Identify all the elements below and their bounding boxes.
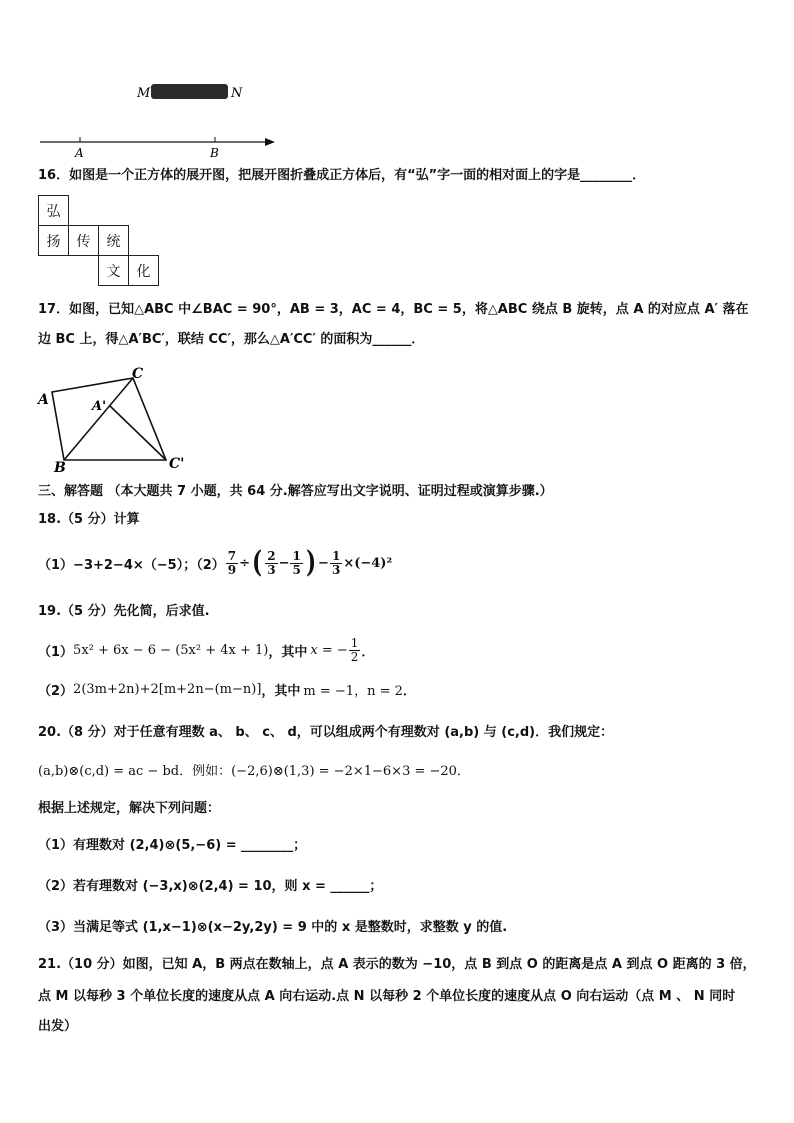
label-C-prime: C' xyxy=(169,456,185,472)
segment-a-prime-c-prime xyxy=(110,406,166,460)
q21-line3: 出发） xyxy=(38,1019,78,1034)
q19-part2-prefix: （2） xyxy=(38,683,74,699)
label-B: B xyxy=(54,460,66,476)
q18-expression xyxy=(38,543,392,583)
frac-2-3: $\frac{2}{3}$ xyxy=(267,548,276,577)
q16-text: 16．如图是一个正方体的展开图，把展开图折叠成正方体后，有“弘”字一面的相对面上的字是________． xyxy=(38,168,646,183)
label-m: M xyxy=(137,86,151,101)
label-A-prime: A' xyxy=(92,399,107,414)
redacted-segment xyxy=(151,84,228,99)
q19-part1-mid: ，其中 xyxy=(268,644,308,660)
q20-sub2: （2）若有理数对 (−3,x)⊗(2,4) = 10，则 x = ______； xyxy=(38,879,383,894)
q17-line1: 17．如图，已知△ABC 中∠BAC = 90°，AB = 3，AC = 4，BC = 5，将△ABC 绕点 B 旋转，点 A 的对应点 A′ 落在 xyxy=(38,302,749,317)
section3-title: 三、解答题 （本大题共 7 小题，共 64 分.解答应写出文字说明、证明过程或演算步骤.） xyxy=(38,484,553,499)
number-line-arrow xyxy=(265,138,275,146)
q19-part2 xyxy=(38,677,416,701)
net-cell-tong: 统 xyxy=(99,226,129,256)
q17-figure xyxy=(30,362,200,481)
q20-sub1: （1）有理数对 (2,4)⊗(5,−6) = ________； xyxy=(38,838,307,853)
q19-part1-var: x = − xyxy=(310,642,348,658)
cube-net xyxy=(38,195,159,286)
q17-line2: 边 BC 上，得△A′BC′，联结 CC′，那么△A′CC′ 的面积为______． xyxy=(38,332,425,347)
q19-part2-mid: ，其中 xyxy=(261,683,301,699)
frac-7-9: $\frac{7}{9}$ xyxy=(227,548,237,577)
label-a: A xyxy=(75,146,84,160)
net-cell-yang: 扬 xyxy=(39,226,69,256)
op-minus-inner: − xyxy=(278,555,290,571)
quadrilateral-outline xyxy=(52,378,166,460)
op-minus: − xyxy=(318,555,329,571)
q20-line1: 20.（8 分）对于任意有理数 a、 b、 c、 d，可以组成两个有理数对 (a,b) 与 (c,d)．我们规定： xyxy=(38,725,614,740)
label-n: N xyxy=(231,86,243,101)
q19-part1-prefix: （1） xyxy=(38,644,74,660)
op-div: ÷ xyxy=(239,555,251,571)
q19-part1 xyxy=(38,634,374,666)
net-cell-hua: 化 xyxy=(129,256,159,286)
right-paren: ) xyxy=(305,545,316,580)
frac-1-3: $\frac{1}{3}$ xyxy=(331,548,341,577)
q19-part1-expr: 5x² + 6x − 6 − (5x² + 4x + 1) xyxy=(73,642,269,658)
q19-title: 19.（5 分）先化简，后求值. xyxy=(38,604,210,619)
net-cell-hong: 弘 xyxy=(39,196,69,226)
q18-title: 18.（5 分）计算 xyxy=(38,512,140,527)
q18-part1: （1）−3+2−4×（−5）；（2） xyxy=(38,557,225,573)
q19-part2-expr: 2(3m+2n)+2[m+2n−(m−n)] xyxy=(73,681,262,697)
label-A: A xyxy=(38,392,49,408)
q19-part2-end: ． xyxy=(402,683,416,699)
q20-line2: (a,b)⊗(c,d) = ac − bd．例如：(−2,6)⊗(1,3) = −2×1−6×3 = −20． xyxy=(38,764,470,779)
net-cell-chuan: 传 xyxy=(69,226,99,256)
triangle-figure-svg xyxy=(30,362,200,477)
net-cell-wen: 文 xyxy=(99,256,129,286)
q21-line1: 21.（10 分）如图，已知 A，B 两点在数轴上，点 A 表示的数为 −10，点 B 到点 O 的距离是点 A 到点 O 距离的 3 倍， xyxy=(38,957,756,972)
label-C: C xyxy=(132,366,144,382)
frac-1-2: $\frac{1}{2}$ xyxy=(350,635,359,664)
top-figure-svg xyxy=(0,0,794,165)
frac-1-5: $\frac{1}{5}$ xyxy=(292,548,301,577)
q20-line3: 根据上述规定，解决下列问题： xyxy=(38,801,221,816)
left-paren: ( xyxy=(252,545,263,580)
q18-tail: ×(−4)² xyxy=(343,555,393,571)
q21-line2: 点 M 以每秒 3 个单位长度的速度从点 A 向右运动.点 N 以每秒 2 个单位长度的速度从点 O 向右运动（点 M 、 N 同时 xyxy=(38,989,736,1004)
label-b: B xyxy=(210,146,219,160)
q20-sub3: （3）当满足等式 (1,x−1)⊗(x−2y,2y) = 9 中的 x 是整数时，求整数 y 的值. xyxy=(38,920,508,935)
top-figure xyxy=(0,0,794,165)
q19-part2-vals: m = −1，n = 2 xyxy=(303,683,403,699)
q19-part1-end: ． xyxy=(361,644,375,660)
